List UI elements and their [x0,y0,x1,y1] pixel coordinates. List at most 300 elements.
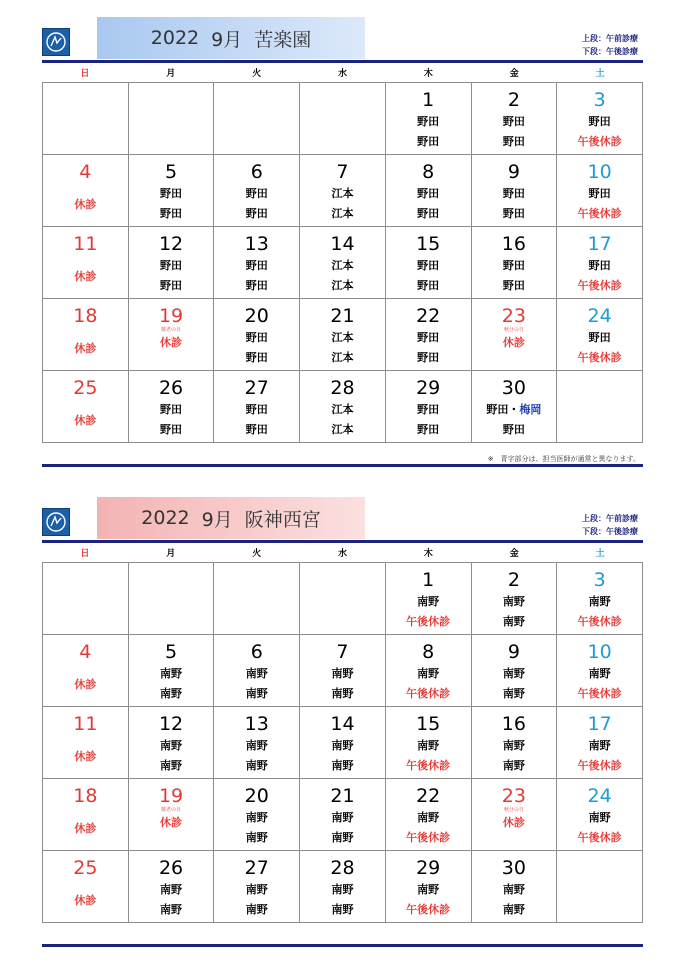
morning-doctor [300,400,385,420]
afternoon-doctor: 南野 [245,903,268,916]
morning-doctor [214,400,299,420]
morning-doctor [386,664,471,684]
legend-pm: 下段：午後診療 [582,47,638,56]
title-month: 9月 [211,28,243,51]
weekday-wed: 水 [338,549,348,559]
day-number: 26 [158,377,184,399]
day-number: 20 [244,785,269,807]
doctor-name: 南野 [417,883,440,896]
weekday-sun: 日 [80,549,90,559]
substitute-doctor-name: 梅岡 [519,403,542,416]
day-cell [300,83,386,155]
doctor-name: 野田 [160,403,183,416]
morning-doctor [557,736,642,756]
morning-doctor [129,880,214,900]
day-number: 15 [416,713,441,735]
day-cell [471,707,557,779]
day-cell [300,299,386,371]
day-cell [385,779,471,851]
doctor-name: 南野 [417,667,440,680]
day-number: 11 [73,713,98,735]
doctor-name: 野田 [588,331,611,344]
day-cell [471,83,557,155]
morning-doctor [472,664,557,684]
doctor-name: 南野 [502,595,525,608]
day-cell [214,299,300,371]
day-cell [471,227,557,299]
day-cell [471,155,557,227]
day-number: 19 [158,305,184,327]
doctor-name: 野田 [160,187,183,200]
day-cell [43,779,129,851]
week-row [43,371,643,443]
closed-label: 休診 [74,342,97,355]
footer-rule [42,944,643,947]
morning-doctor [386,592,471,612]
day-cell [300,563,386,635]
morning-doctor [214,736,299,756]
clinic-logo-icon [42,508,70,536]
day-number: 28 [330,377,355,399]
day-cell [300,371,386,443]
day-cell [385,155,471,227]
afternoon-doctor: 南野 [331,687,354,700]
doctor-name: 南野 [245,883,268,896]
morning-doctor [386,328,471,348]
closed-label: 休診 [74,270,97,283]
day-number: 5 [165,641,178,663]
morning-doctor [557,664,642,684]
morning-doctor [214,256,299,276]
day-cell [214,83,300,155]
weekday-fri: 金 [509,69,519,79]
doctor-name: 南野 [160,739,183,752]
doctor-name: 野田 [417,331,440,344]
day-number: 13 [244,713,269,735]
doctor-name: 南野 [331,739,354,752]
doctor-name: 野田 [245,331,268,344]
header-rule [42,540,643,543]
day-cell [214,779,300,851]
day-number: 17 [587,713,612,735]
day-number: 17 [587,233,612,255]
afternoon-doctor: 南野 [502,687,525,700]
weekday-mon: 月 [166,69,176,79]
morning-doctor [386,808,471,828]
doctor-name: 南野 [417,739,440,752]
afternoon-doctor: 野田 [417,135,440,148]
day-cell [43,635,129,707]
doctor-name: 野田 [502,187,525,200]
doctor-name: 南野 [502,883,525,896]
legend-pm: 下段：午後診療 [582,527,638,536]
morning-doctor [386,184,471,204]
closed-label: 休診 [74,678,97,691]
afternoon-doctor: 午後休診 [577,831,622,844]
doctor-name: 南野 [417,811,440,824]
doctor-name: 南野 [160,883,183,896]
day-cell [557,563,643,635]
day-number: 23 [501,305,526,327]
morning-doctor [472,112,557,132]
doctor-name: 野田 [588,115,611,128]
day-number: 28 [330,857,355,879]
day-number: 19 [158,785,184,807]
day-cell [43,851,129,923]
doctor-name: 野田 [245,403,268,416]
morning-doctor [300,736,385,756]
weekday-tue: 火 [252,549,262,559]
weekday-thu: 木 [423,69,433,79]
doctor-name: 野田 [417,115,440,128]
afternoon-doctor: 南野 [502,615,525,628]
day-cell [557,227,643,299]
day-number: 25 [73,377,98,399]
day-cell [128,371,214,443]
day-cell [214,155,300,227]
day-number: 3 [593,89,606,111]
day-cell [471,851,557,923]
day-cell [385,83,471,155]
doctor-name: 南野 [160,667,183,680]
afternoon-doctor: 午後休診 [577,687,622,700]
day-cell [214,227,300,299]
day-cell [471,299,557,371]
day-cell [43,563,129,635]
session-legend [582,512,638,538]
day-cell [471,371,557,443]
doctor-name: 南野 [245,811,268,824]
day-cell [385,635,471,707]
day-number: 22 [416,305,441,327]
holiday-name: 秋分の日 [503,327,524,333]
morning-doctor [472,400,557,420]
day-number: 16 [501,233,526,255]
day-cell [385,707,471,779]
weekday-header [42,67,643,81]
title-clinic: 阪神西宮 [244,508,321,531]
day-number: 9 [507,641,520,663]
day-cell [557,155,643,227]
day-cell [214,371,300,443]
day-cell [128,227,214,299]
doctor-name: 野田 [417,403,440,416]
week-row [43,155,643,227]
session-legend [582,32,638,58]
day-cell [43,371,129,443]
day-number: 29 [416,857,441,879]
doctor-name: 南野 [502,667,525,680]
doctor-name: 野田 [417,187,440,200]
weekday-sat: 土 [595,549,605,559]
doctor-name: 野田 [502,259,525,272]
closed-label: 休診 [74,822,97,835]
afternoon-doctor: 南野 [160,903,183,916]
afternoon-doctor: 南野 [160,687,183,700]
day-number: 5 [165,161,178,183]
day-number: 6 [250,641,263,663]
afternoon-doctor: 野田 [417,351,440,364]
day-number: 1 [422,89,435,111]
doctor-name: 南野 [417,595,440,608]
closed-label: 休診 [74,414,97,427]
title-month: 9月 [201,508,233,531]
day-number: 1 [422,569,435,591]
doctor-name: 南野 [588,667,611,680]
day-cell [385,563,471,635]
afternoon-doctor: 江本 [331,279,354,292]
day-cell [385,371,471,443]
afternoon-doctor: 野田 [160,423,183,436]
closed-label: 休診 [502,336,525,349]
weekday-tue: 火 [252,69,262,79]
doctor-name: 南野 [331,811,354,824]
afternoon-doctor: 野田 [160,279,183,292]
day-cell [128,155,214,227]
morning-doctor [300,328,385,348]
week-row [43,83,643,155]
day-number: 8 [422,161,435,183]
day-number: 4 [79,161,92,183]
morning-doctor [129,400,214,420]
doctor-name: 南野 [502,739,525,752]
morning-doctor [300,808,385,828]
day-cell [214,707,300,779]
day-number: 21 [330,785,355,807]
header-rule [42,60,643,63]
day-number: 16 [501,713,526,735]
morning-doctor [386,736,471,756]
doctor-name: 南野 [331,667,354,680]
weekday-sat: 土 [595,69,605,79]
day-number: 12 [158,233,184,255]
day-number: 12 [158,713,184,735]
doctor-name: 野田 [245,187,268,200]
day-cell [385,299,471,371]
day-cell [300,227,386,299]
doctor-name: 野田 [245,259,268,272]
day-number: 24 [587,305,612,327]
closed-label: 休診 [502,816,525,829]
weekday-fri: 金 [509,549,519,559]
afternoon-doctor: 午後休診 [577,615,622,628]
day-cell [128,563,214,635]
morning-doctor [214,808,299,828]
morning-doctor [386,112,471,132]
afternoon-doctor: 野田 [160,207,183,220]
weekday-sun: 日 [80,69,90,79]
morning-doctor [472,256,557,276]
morning-doctor [557,184,642,204]
day-cell [300,635,386,707]
day-number: 25 [73,857,98,879]
doctor-name: 南野 [588,595,611,608]
afternoon-doctor: 午後休診 [577,351,622,364]
afternoon-doctor: 野田 [502,423,525,436]
title-year: 2022 [150,27,200,49]
morning-doctor [557,256,642,276]
day-cell [128,851,214,923]
afternoon-doctor: 江本 [331,423,354,436]
day-number: 18 [73,785,98,807]
day-cell [385,851,471,923]
week-row [43,779,643,851]
day-cell [43,83,129,155]
day-number: 7 [336,161,349,183]
day-number: 30 [501,857,526,879]
morning-doctor [214,328,299,348]
day-cell [300,707,386,779]
doctor-name: 野田 [588,259,611,272]
afternoon-doctor: 野田 [245,351,268,364]
afternoon-doctor: 午後休診 [577,759,622,772]
day-cell [214,851,300,923]
doctor-name: 南野 [245,739,268,752]
day-number: 23 [501,785,526,807]
day-cell [300,779,386,851]
afternoon-doctor: 南野 [331,903,354,916]
afternoon-doctor: 南野 [245,831,268,844]
weekday-mon: 月 [166,549,176,559]
day-cell [557,851,643,923]
week-row [43,227,643,299]
day-number: 6 [250,161,263,183]
holiday-name: 秋分の日 [503,807,524,813]
doctor-name: 江本 [331,187,354,200]
day-cell [557,635,643,707]
day-cell [128,707,214,779]
day-cell [557,371,643,443]
day-cell [43,227,129,299]
day-number: 14 [330,233,355,255]
day-cell [471,563,557,635]
day-number: 8 [422,641,435,663]
day-number: 15 [416,233,441,255]
morning-doctor [129,736,214,756]
day-cell [128,635,214,707]
day-cell [471,779,557,851]
day-number: 27 [244,377,269,399]
day-number: 11 [73,233,98,255]
morning-doctor [300,256,385,276]
day-number: 4 [79,641,92,663]
morning-doctor [386,880,471,900]
day-number: 2 [507,89,520,111]
day-cell [557,707,643,779]
morning-doctor [557,592,642,612]
holiday-name: 敬老の日 [161,327,182,333]
afternoon-doctor: 南野 [331,831,354,844]
day-cell [557,83,643,155]
morning-doctor [472,592,557,612]
day-number: 26 [158,857,184,879]
day-cell [471,635,557,707]
title-clinic: 苦楽園 [254,28,312,51]
afternoon-doctor: 野田 [417,279,440,292]
week-row [43,707,643,779]
afternoon-doctor: 野田 [417,423,440,436]
day-cell [300,155,386,227]
calendar-grid [42,82,643,443]
day-number: 18 [73,305,98,327]
day-number: 29 [416,377,441,399]
afternoon-doctor: 午後休診 [406,615,451,628]
afternoon-doctor: 午後休診 [577,207,622,220]
day-number: 3 [593,569,606,591]
afternoon-doctor: 南野 [160,759,183,772]
morning-doctor [557,328,642,348]
day-number: 2 [507,569,520,591]
morning-doctor [472,880,557,900]
weekday-header [42,547,643,561]
day-cell [128,299,214,371]
closed-label: 休診 [160,336,183,349]
clinic-logo-icon [42,28,70,56]
doctor-name: 江本 [331,403,354,416]
week-row [43,635,643,707]
day-number: 22 [416,785,441,807]
afternoon-doctor: 午後休診 [577,135,622,148]
afternoon-doctor: 南野 [245,759,268,772]
doctor-name: 野田 [588,187,611,200]
morning-doctor [557,112,642,132]
day-cell [128,779,214,851]
day-cell [43,299,129,371]
day-cell [128,83,214,155]
morning-doctor [129,664,214,684]
afternoon-doctor: 野田 [502,207,525,220]
afternoon-doctor: 江本 [331,351,354,364]
morning-doctor [472,736,557,756]
doctor-name: 南野 [588,811,611,824]
day-number: 13 [244,233,269,255]
day-number: 10 [587,641,612,663]
doctor-name: 野田 [417,259,440,272]
weekday-wed: 水 [338,69,348,79]
doctor-name: 野田 [502,115,525,128]
morning-doctor [214,664,299,684]
doctor-name: 南野 [245,667,268,680]
day-cell [385,227,471,299]
afternoon-doctor: 野田 [417,207,440,220]
day-number: 21 [330,305,355,327]
day-number: 30 [501,377,526,399]
calendar-title [97,17,365,59]
morning-doctor [386,400,471,420]
afternoon-doctor: 野田 [245,279,268,292]
morning-doctor [472,184,557,204]
doctor-name: 野田・ [486,403,520,416]
day-number: 10 [587,161,612,183]
closed-label: 休診 [74,198,97,211]
morning-doctor [129,184,214,204]
afternoon-doctor: 南野 [331,759,354,772]
day-cell [43,155,129,227]
day-number: 14 [330,713,355,735]
morning-doctor [300,880,385,900]
afternoon-doctor: 南野 [502,759,525,772]
morning-doctor [129,256,214,276]
afternoon-doctor: 午後休診 [577,279,622,292]
legend-am: 上段：午前診療 [582,514,638,523]
doctor-name: 野田 [160,259,183,272]
afternoon-doctor: 野田 [245,207,268,220]
legend-am: 上段：午前診療 [582,34,638,43]
afternoon-doctor: 野田 [502,279,525,292]
footer-rule [42,464,643,467]
afternoon-doctor: 南野 [245,687,268,700]
morning-doctor [557,808,642,828]
